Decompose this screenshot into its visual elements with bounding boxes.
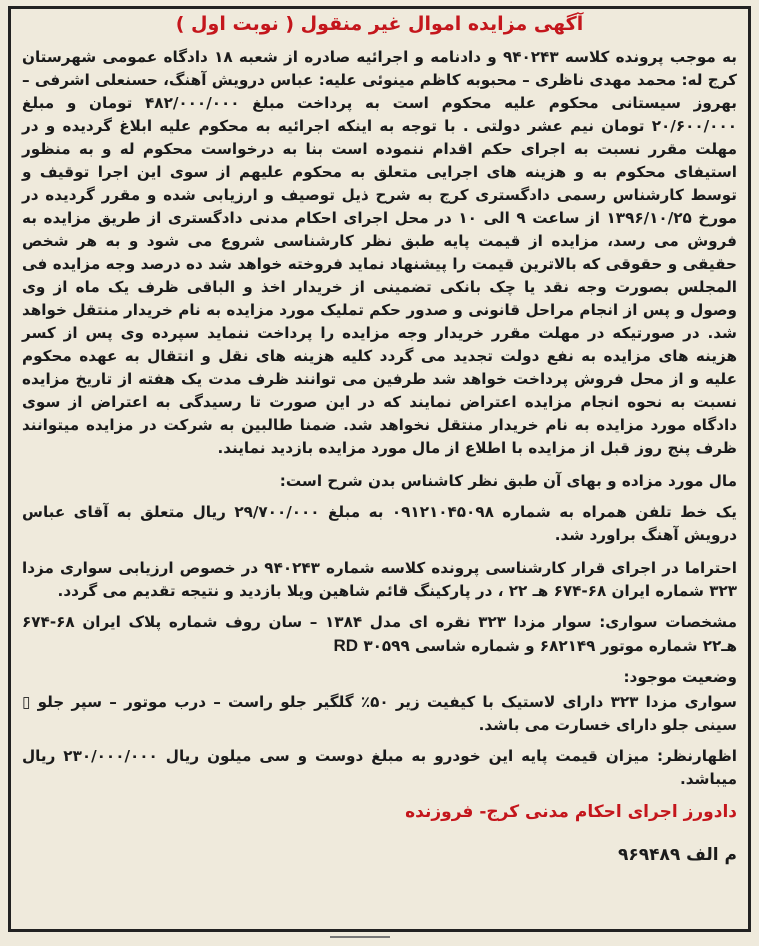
notice-content [22,10,737,867]
notice-signature: دادورز اجرای احکام مدنی کرج- فروزنده [405,802,737,822]
notice-intro: مال مورد مزاده و بهای آن طبق نظر کاشناس بدن شرح است: [279,472,737,490]
notice-item-phone: یک خط تلفن همراه به شماره ۰۹۱۲۱۰۴۵۰۹۸ به مبلغ ۲۹/۷۰۰/۰۰۰ ریال متعلق به آقای عباس درویش آهنگ براورد شد. [22,503,738,544]
notice-status-title: وضعیت موجود: [623,668,737,686]
notice-body-main: به موجب پرونده کلاسه ۹۴۰۲۴۳ و دادنامه و اجرائیه صادره از شعبه ۱۸ دادگاه عمومی شهرستان کرج له: محمد مهدی ناظری – محبوبه کاظم مینوئی علیه: عباس درویش آهنگ، حسنعلی اشرفی – بهروز سیستانی محکوم علیه محکوم است به پرداخت مبلغ ۴۸۲/۰۰۰/۰۰۰ تومان و مبلغ ۲۰/۶۰۰/۰۰۰ تومان نیم عشر دولتی . با توجه به اینکه اجرائیه به محکوم علیه ابلاغ گردیده و در مهلت مقرر نسبت به اجرای حکم اقدام ننموده است بنا به درخواست محکوم له و به منظور استیفای محکوم به و هزینه های اجرایی متعلق به محکوم علیهم از سوی این اجرا توقیف و توسط کارشناس رسمی دادگستری کرج به شرح ذیل توصیف و ارزیابی شده و مقرر گردیده در مورخ ۱۳۹۶/۱۰/۲۵ از ساعت ۹ الی ۱۰ در محل اجرای احکام مدنی دادگستری از طریق مزایده به فروش می رسد، مزایده از قیمت پایه طبق نظر کارشناسی شروع می شود و به هر شخص حقیقی و حقوقی که بالاترین قیمت را پیشنهاد نماید فروخته خواهد شد ده درصد وجه مزایده فی المجلس بصورت وجه نقد یا چک بانکی تضمینی از خریدار اخذ و الباقی ظرف یک ماه از وی وصول و پس از انجام مراحل قانونی و صدور حکم تملیک مورد مزایده به نام خریدار منتقل خواهد شد. در صورتیکه در مهلت مقرر خریدار وجه مزایده را پرداخت ننماید سپرده وی پس از کسر هزینه های مزایده به نفع دولت تجدید می گردد کلیه هزینه های نقل و انتقال به عهده محکوم علیه و از محل فروش پرداخت خواهد شد طرفین می توانند ظرف مدت یک هفته از تاریخ مزایده نسبت به نحوه انجام مزایده اعتراض نمایند که در این صورت تا رسیدگی به اعتراض از سوی دادگاه مورد مزایده به نام خریدار منتقل نخواهد شد. ضمنا طالبین به شرکت در مزایده میتوانند ظرف پنج روز قبل از مزایده با اطلاع از مال مورد مزایده بازدید نمایند. [22,48,738,457]
car-specs-suffix: RD [333,636,359,655]
notice-title: آگهی مزایده اموال غیر منقول ( نوبت اول ) [175,13,584,35]
notice-code: م الف ۹۶۹۴۸۹ [617,845,737,865]
car-specs-text: مشخصات سواری: سوار مزدا ۳۲۳ نقره ای مدل ۱۳۸۴ – سان روف شماره پلاک ایران ۶۸-۶۷۴ هـ۲۲ شماره موتور ۶۸۲۱۴۹ و شماره شاسی ۳۰۵۹۹ [22,613,737,655]
notice-expert-report: احتراما در اجرای قرار کارشناسی پرونده کلاسه شماره ۹۴۰۲۴۳ در خصوص ارزیابی سواری مزدا ۳۲۳ شماره ایران ۶۸-۶۷۴ هـ ۲۲ ، در پارکینگ قائم شاهین ویلا بازدید و نتیجه تقدیم می گردد. [22,559,737,600]
notice-opinion: اظهارنظر: میزان قیمت پایه این خودرو به مبلغ دوست و سی میلون ریال ۲۳۰/۰۰۰/۰۰۰ ریال میباشد. [22,747,737,788]
bottom-edge-mark [330,936,390,944]
notice-car-specs [22,611,737,658]
notice-status-text: سواری مزدا ۳۲۳ دارای لاستیک با کیفیت زیر ۵۰٪ گلگیر جلو راست – درب موتور – سپر جلو ▯ سینی جلو دارای خسارت می باشد. [22,693,737,734]
